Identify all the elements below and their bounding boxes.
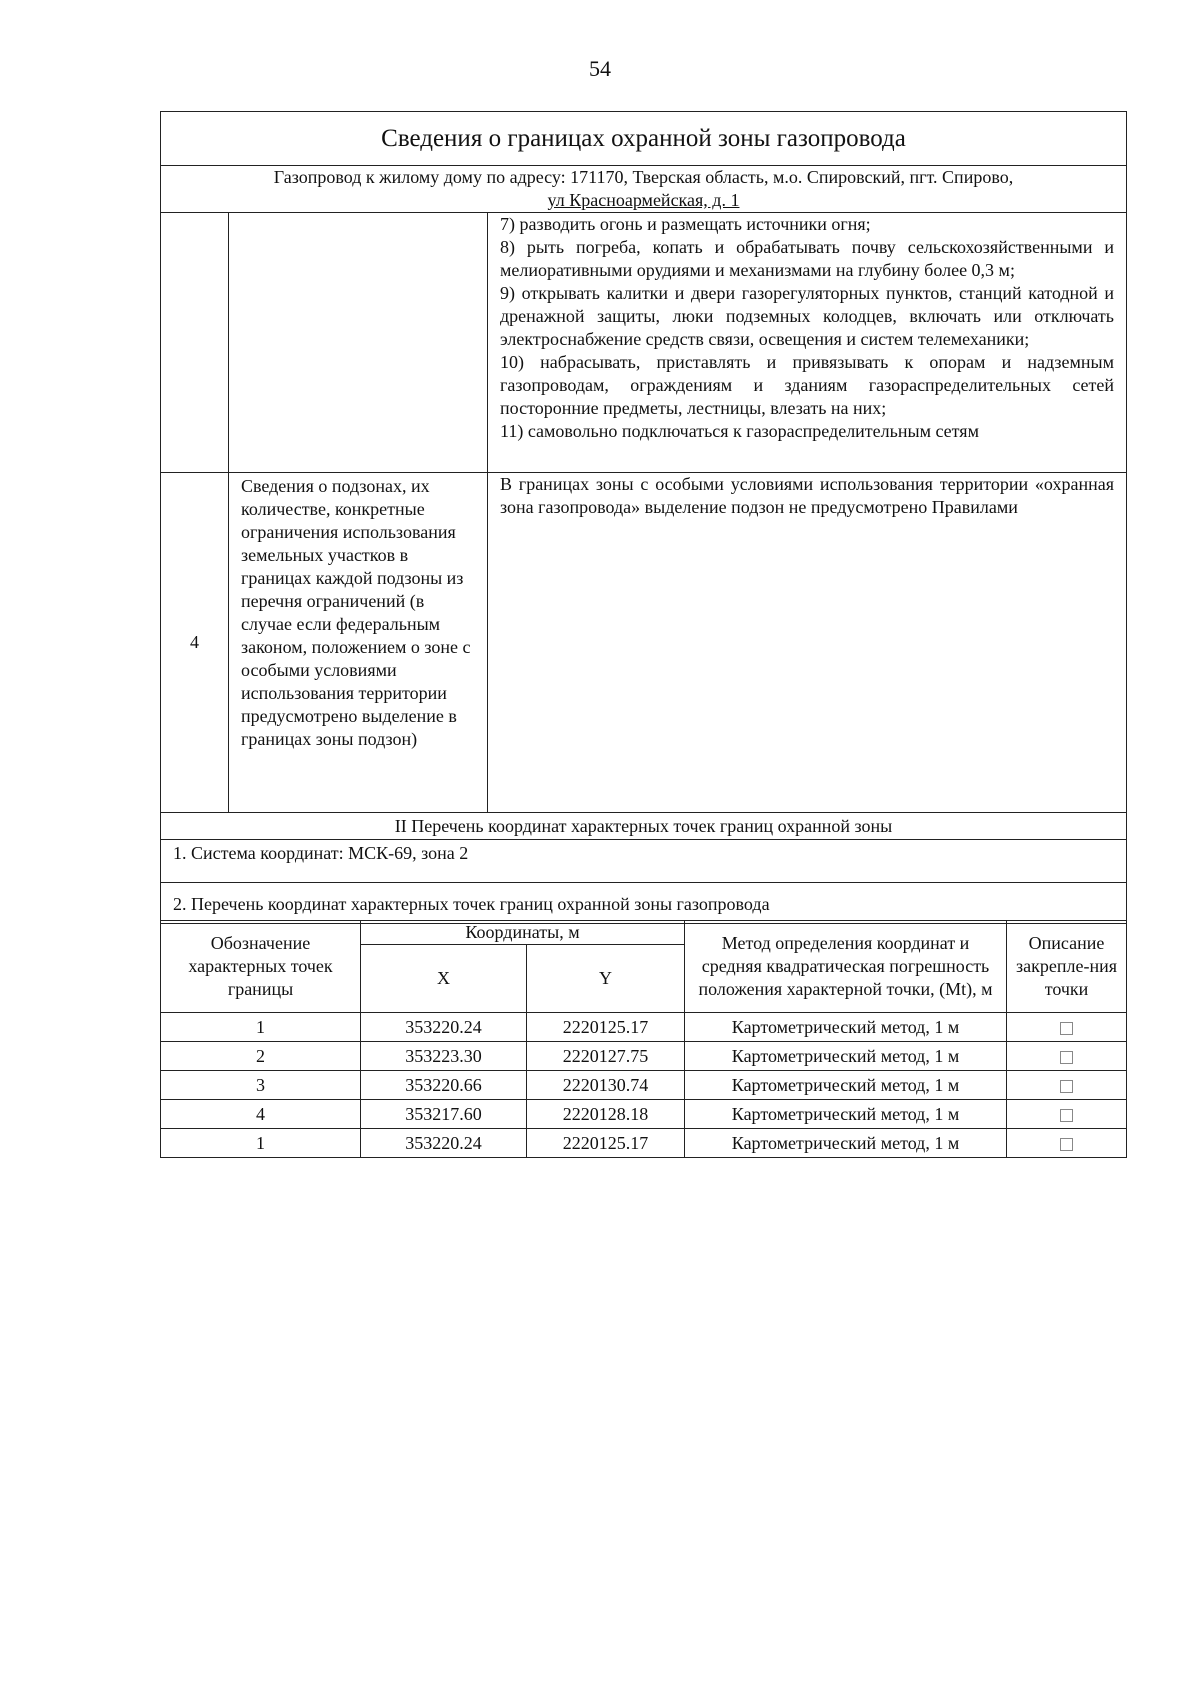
cell-y: 2220128.18 [527, 1100, 685, 1129]
cell-x: 353220.66 [361, 1071, 527, 1100]
coords-list-title: 2. Перечень координат характерных точек границ охранной зоны газопровода [161, 883, 1127, 924]
col-header-method: Метод определения координат и средняя квадратическая погрешность положения характерной точки, (Mt), м [685, 921, 1007, 1013]
row-name: Сведения о подзонах, их количестве, конкретные ограничения использования земельных участков в границах каждой подзоны из перечня ограничений (в случае если федеральным законом, положением о зоне с особыми условиями использования территории предусмотрено выделение в границах зоны подзон) [229, 473, 488, 813]
table-row [161, 1071, 1127, 1100]
document-title: Сведения о границах охранной зоны газопровода [161, 112, 1127, 166]
cell-point: 4 [161, 1100, 361, 1129]
col-header-description: Описание закрепле-ния точки [1007, 921, 1127, 1013]
empty-box-icon [1060, 1080, 1073, 1093]
empty-box-icon [1060, 1138, 1073, 1151]
restriction-item: 10) набрасывать, приставлять и привязывать к опорам и надземным газопроводам, ограждениям и зданиям газораспределительных сетей посторонние предметы, лестницы, влезать на них; [500, 352, 1115, 418]
cell-y: 2220125.17 [527, 1129, 685, 1158]
col-header-x: X [361, 945, 527, 1013]
page-number: 54 [589, 56, 611, 81]
cell-fix-desc [1007, 1129, 1127, 1158]
cell-y: 2220125.17 [527, 1013, 685, 1042]
table-row [161, 1013, 1127, 1042]
cell-x: 353217.60 [361, 1100, 527, 1129]
cell-method: Картометрический метод, 1 м [685, 1100, 1007, 1129]
cell-method: Картометрический метод, 1 м [685, 1071, 1007, 1100]
cell-x: 353220.24 [361, 1129, 527, 1158]
restriction-item: 11) самовольно подключаться к газораспределительным сетям [500, 421, 979, 441]
restrictions-cell [488, 213, 1127, 473]
cell-fix-desc [1007, 1071, 1127, 1100]
cell-y: 2220130.74 [527, 1071, 685, 1100]
cell-x: 353220.24 [361, 1013, 527, 1042]
coordinates-table [160, 920, 1127, 1158]
table-row [161, 1129, 1127, 1158]
empty-box-icon [1060, 1022, 1073, 1035]
section-title: II Перечень координат характерных точек границ охранной зоны [161, 813, 1127, 840]
row3-name-cell [229, 213, 488, 473]
cell-method: Картометрический метод, 1 м [685, 1042, 1007, 1071]
row-number: 4 [161, 473, 229, 813]
cell-method: Картометрический метод, 1 м [685, 1129, 1007, 1158]
cell-y: 2220127.75 [527, 1042, 685, 1071]
cell-fix-desc [1007, 1013, 1127, 1042]
col-header-point: Обозначение характерных точек границы [161, 921, 361, 1013]
empty-box-icon [1060, 1051, 1073, 1064]
col-header-y: Y [527, 945, 685, 1013]
cell-x: 353223.30 [361, 1042, 527, 1071]
cell-point: 2 [161, 1042, 361, 1071]
restriction-item: 7) разводить огонь и размещать источники огня; [500, 214, 871, 234]
cell-point: 1 [161, 1129, 361, 1158]
zone-info-table [160, 111, 1127, 924]
empty-box-icon [1060, 1109, 1073, 1122]
address-line-1: Газопровод к жилому дому по адресу: 171170, Тверская область, м.о. Спировский, пгт. Спирово, [273, 167, 1014, 187]
address-cell [161, 166, 1127, 213]
cell-fix-desc [1007, 1100, 1127, 1129]
restriction-item: 8) рыть погреба, копать и обрабатывать почву сельскохозяйственными и мелиоративными орудиями и механизмами на глубину более 0,3 м; [500, 237, 1115, 280]
cell-point: 3 [161, 1071, 361, 1100]
coordinate-system: 1. Система координат: МСК-69, зона 2 [161, 840, 1127, 883]
restriction-item: 9) открывать калитки и двери газорегуляторных пунктов, станций катодной и дренажной защиты, люки подземных колодцев, включать или отключать электроснабжение средств связи, освещения и систем телемеханики; [500, 283, 1115, 349]
col-header-coords: Координаты, м [361, 921, 685, 945]
cell-fix-desc [1007, 1042, 1127, 1071]
table-row [161, 1100, 1127, 1129]
cell-method: Картометрический метод, 1 м [685, 1013, 1007, 1042]
row3-number-cell [161, 213, 229, 473]
row-description: В границах зоны с особыми условиями использования территории «охранная зона газопровода» выделение подзон не предусмотрено Правилами [488, 473, 1127, 813]
cell-point: 1 [161, 1013, 361, 1042]
address-line-2: ул Красноармейская, д. 1 [547, 190, 740, 210]
table-row [161, 1042, 1127, 1071]
